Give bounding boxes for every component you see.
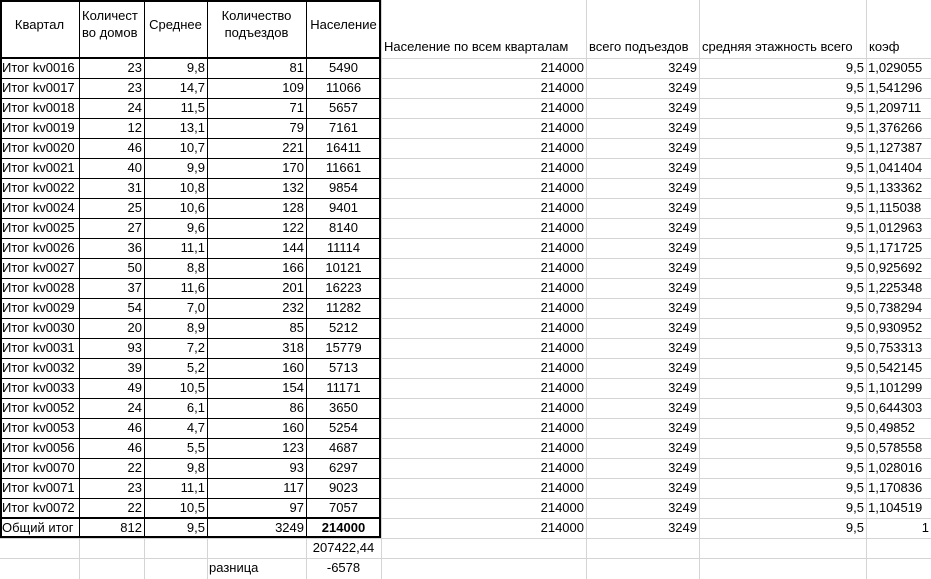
cell-floors[interactable]: 9,5 <box>845 300 864 315</box>
cell-entrall[interactable]: 3249 <box>668 160 697 175</box>
cell-name[interactable]: Итог kv0025 <box>2 220 75 235</box>
cell-houses[interactable]: 24 <box>127 100 142 115</box>
cell-avg[interactable]: 14,7 <box>179 80 205 95</box>
cell-entrall[interactable]: 3249 <box>668 380 697 395</box>
cell-houses[interactable]: 39 <box>127 360 142 375</box>
cell-koef[interactable]: 1,541296 <box>868 80 923 95</box>
cell-popall[interactable]: 214000 <box>540 60 584 75</box>
cell-entr[interactable]: 71 <box>289 100 304 115</box>
table-row-line <box>0 118 381 119</box>
header-pop_all[interactable]: Население по всем кварталам <box>384 39 569 54</box>
cell-koef[interactable]: 1,209711 <box>868 100 922 115</box>
cell-entr[interactable]: 154 <box>282 380 304 395</box>
table-row-line <box>0 418 381 419</box>
cell-popall[interactable]: 214000 <box>540 360 584 375</box>
cell-houses[interactable]: 36 <box>127 240 142 255</box>
cell-koef[interactable]: 1,171725 <box>868 240 923 255</box>
cell-floors[interactable]: 9,5 <box>845 100 864 115</box>
table-row-line <box>0 458 381 459</box>
cell-avg[interactable]: 11,5 <box>180 100 205 115</box>
cell-entr[interactable]: 79 <box>289 120 304 135</box>
cell-entr[interactable]: 122 <box>282 220 304 235</box>
cell-entrall[interactable]: 3249 <box>668 360 697 375</box>
header-avg[interactable]: Среднее <box>149 17 202 32</box>
total-name[interactable]: Общий итог <box>2 520 74 535</box>
cell-pop[interactable]: 4687 <box>329 440 358 455</box>
cell-entr[interactable]: 123 <box>282 440 304 455</box>
cell-entr[interactable]: 109 <box>282 80 304 95</box>
cell-popall[interactable]: 214000 <box>540 480 584 495</box>
cell-name[interactable]: Итог kv0028 <box>2 280 75 295</box>
cell-avg[interactable]: 8,9 <box>186 320 205 335</box>
cell-name[interactable]: Итог kv0019 <box>2 120 75 135</box>
cell-pop[interactable]: 5254 <box>329 420 358 435</box>
cell-popall[interactable]: 214000 <box>540 200 584 215</box>
cell-floors[interactable]: 9,5 <box>845 80 864 95</box>
table-total-line <box>0 517 381 519</box>
cell-popall[interactable]: 214000 <box>540 320 584 335</box>
cell-koef[interactable]: 0,578558 <box>868 440 923 455</box>
cell-pop[interactable]: 15779 <box>325 340 362 355</box>
cell-houses[interactable]: 24 <box>127 400 142 415</box>
cell-koef[interactable]: 0,644303 <box>868 400 923 415</box>
cell-entr[interactable]: 160 <box>282 360 304 375</box>
cell-popall[interactable]: 214000 <box>540 180 584 195</box>
cell-popall[interactable]: 214000 <box>540 340 584 355</box>
cell-koef[interactable]: 0,930952 <box>868 320 923 335</box>
cell-name[interactable]: Итог kv0071 <box>2 480 75 495</box>
gridline-horizontal <box>0 558 931 559</box>
cell-entrall[interactable]: 3249 <box>668 180 697 195</box>
extra-value[interactable]: 207422,44 <box>312 540 375 555</box>
diff-label[interactable]: разница <box>209 560 259 575</box>
cell-name[interactable]: Итог kv0070 <box>2 460 75 475</box>
cell-koef[interactable]: 1,133362 <box>868 180 923 195</box>
cell-popall[interactable]: 214000 <box>540 140 584 155</box>
total-houses[interactable]: 812 <box>120 520 142 535</box>
cell-houses[interactable]: 46 <box>127 420 142 435</box>
cell-houses[interactable]: 93 <box>127 340 142 355</box>
table-row-line <box>0 238 381 239</box>
cell-pop[interactable]: 11282 <box>325 300 362 315</box>
cell-koef[interactable]: 1,104519 <box>868 500 923 515</box>
cell-houses[interactable]: 54 <box>127 300 142 315</box>
cell-entr[interactable]: 128 <box>282 200 304 215</box>
cell-popall[interactable]: 214000 <box>540 300 584 315</box>
diff-value[interactable]: -6578 <box>326 560 361 575</box>
cell-koef[interactable]: 1,225348 <box>868 280 923 295</box>
cell-houses[interactable]: 12 <box>127 120 142 135</box>
cell-entr[interactable]: 170 <box>282 160 304 175</box>
cell-floors[interactable]: 9,5 <box>845 60 864 75</box>
cell-pop[interactable]: 11661 <box>325 160 362 175</box>
table-row-line <box>0 278 381 279</box>
cell-popall[interactable]: 214000 <box>540 260 584 275</box>
header-avg_floors[interactable]: средняя этажность всего <box>702 39 853 54</box>
cell-entrall[interactable]: 3249 <box>668 500 697 515</box>
cell-popall[interactable]: 214000 <box>540 80 584 95</box>
cell-floors[interactable]: 9,5 <box>845 120 864 135</box>
cell-koef[interactable]: 1,041404 <box>868 160 923 175</box>
table-row-line <box>0 198 381 199</box>
cell-entr[interactable]: 318 <box>282 340 304 355</box>
cell-koef[interactable]: 1,028016 <box>868 460 923 475</box>
cell-avg[interactable]: 5,5 <box>186 440 205 455</box>
cell-pop[interactable]: 10121 <box>325 260 362 275</box>
cell-name[interactable]: Итог kv0053 <box>2 420 75 435</box>
cell-avg[interactable]: 10,5 <box>179 500 205 515</box>
total-floors[interactable]: 9,5 <box>845 520 864 535</box>
cell-koef[interactable]: 0,753313 <box>868 340 923 355</box>
cell-floors[interactable]: 9,5 <box>845 140 864 155</box>
cell-entr[interactable]: 86 <box>289 400 304 415</box>
cell-pop[interactable]: 5212 <box>329 320 358 335</box>
cell-pop[interactable]: 5490 <box>329 60 358 75</box>
cell-floors[interactable]: 9,5 <box>845 460 864 475</box>
cell-entr[interactable]: 221 <box>282 140 304 155</box>
cell-avg[interactable]: 7,2 <box>186 340 205 355</box>
cell-name[interactable]: Итог kv0021 <box>2 160 75 175</box>
cell-name[interactable]: Итог kv0022 <box>2 180 75 195</box>
cell-entr[interactable]: 93 <box>289 460 304 475</box>
cell-houses[interactable]: 20 <box>127 320 142 335</box>
cell-houses[interactable]: 23 <box>127 60 142 75</box>
cell-floors[interactable]: 9,5 <box>845 320 864 335</box>
cell-popall[interactable]: 214000 <box>540 440 584 455</box>
cell-houses[interactable]: 23 <box>127 80 142 95</box>
cell-entrall[interactable]: 3249 <box>668 400 697 415</box>
cell-pop[interactable]: 5713 <box>329 360 358 375</box>
cell-floors[interactable]: 9,5 <box>845 480 864 495</box>
header-entr_all[interactable]: всего подъездов <box>589 39 689 54</box>
cell-name[interactable]: Итог kv0033 <box>2 380 75 395</box>
cell-name[interactable]: Итог kv0029 <box>2 300 75 315</box>
cell-floors[interactable]: 9,5 <box>845 400 864 415</box>
cell-pop[interactable]: 16223 <box>325 280 362 295</box>
table-row-line <box>0 78 381 79</box>
cell-pop[interactable]: 9023 <box>329 480 358 495</box>
total-koef[interactable]: 1 <box>921 520 929 535</box>
cell-name[interactable]: Итог kv0020 <box>2 140 75 155</box>
cell-houses[interactable]: 27 <box>127 220 142 235</box>
table-row-line <box>0 338 381 339</box>
table-row-line <box>0 298 381 299</box>
cell-name[interactable]: Итог kv0052 <box>2 400 75 415</box>
cell-entrall[interactable]: 3249 <box>668 100 697 115</box>
cell-avg[interactable]: 9,8 <box>186 460 205 475</box>
cell-entr[interactable]: 232 <box>282 300 304 315</box>
cell-popall[interactable]: 214000 <box>540 420 584 435</box>
cell-name[interactable]: Итог kv0016 <box>2 60 75 75</box>
cell-pop[interactable]: 11114 <box>326 240 361 255</box>
cell-floors[interactable]: 9,5 <box>845 160 864 175</box>
table-row-line <box>0 218 381 219</box>
cell-entrall[interactable]: 3249 <box>668 60 697 75</box>
cell-avg[interactable]: 10,5 <box>179 380 205 395</box>
table-row-line <box>0 398 381 399</box>
cell-avg[interactable]: 9,8 <box>186 60 205 75</box>
cell-pop[interactable]: 8140 <box>329 220 358 235</box>
cell-houses[interactable]: 22 <box>127 460 142 475</box>
table-row-line <box>0 258 381 259</box>
cell-entr[interactable]: 132 <box>282 180 304 195</box>
cell-koef[interactable]: 1,376266 <box>868 120 923 135</box>
cell-houses[interactable]: 37 <box>127 280 142 295</box>
total-pop[interactable]: 214000 <box>321 520 366 535</box>
cell-entr[interactable]: 144 <box>282 240 304 255</box>
cell-floors[interactable]: 9,5 <box>845 360 864 375</box>
cell-avg[interactable]: 11,1 <box>180 240 205 255</box>
header-kvartal[interactable]: Квартал <box>14 17 65 32</box>
table-header-underline <box>0 57 381 59</box>
cell-houses[interactable]: 46 <box>127 140 142 155</box>
cell-name[interactable]: Итог kv0027 <box>2 260 75 275</box>
cell-floors[interactable]: 9,5 <box>845 180 864 195</box>
cell-popall[interactable]: 214000 <box>540 460 584 475</box>
table-row-line <box>0 98 381 99</box>
cell-koef[interactable]: 0,49852 <box>868 420 915 435</box>
cell-popall[interactable]: 214000 <box>540 280 584 295</box>
cell-pop[interactable]: 11171 <box>326 380 361 395</box>
cell-name[interactable]: Итог kv0031 <box>2 340 75 355</box>
cell-koef[interactable]: 0,925692 <box>868 260 923 275</box>
cell-houses[interactable]: 31 <box>127 180 142 195</box>
total-popall[interactable]: 214000 <box>540 520 584 535</box>
cell-entr[interactable]: 201 <box>282 280 304 295</box>
cell-houses[interactable]: 46 <box>127 440 142 455</box>
total-entr[interactable]: 3249 <box>275 520 304 535</box>
cell-floors[interactable]: 9,5 <box>845 380 864 395</box>
table-row-line <box>0 178 381 179</box>
table-row-line <box>0 318 381 319</box>
cell-avg[interactable]: 10,6 <box>179 200 205 215</box>
cell-popall[interactable]: 214000 <box>540 400 584 415</box>
cell-entr[interactable]: 117 <box>283 480 304 495</box>
cell-entrall[interactable]: 3249 <box>668 320 697 335</box>
cell-pop[interactable]: 9854 <box>329 180 358 195</box>
cell-floors[interactable]: 9,5 <box>845 240 864 255</box>
cell-name[interactable]: Итог kv0056 <box>2 440 75 455</box>
cell-floors[interactable]: 9,5 <box>845 200 864 215</box>
table-row-line <box>0 158 381 159</box>
cell-entrall[interactable]: 3249 <box>668 260 697 275</box>
table-row-line <box>0 438 381 439</box>
cell-avg[interactable]: 11,1 <box>180 480 205 495</box>
cell-avg[interactable]: 13,1 <box>179 120 205 135</box>
cell-koef[interactable]: 1,127387 <box>868 140 923 155</box>
cell-popall[interactable]: 214000 <box>540 160 584 175</box>
cell-popall[interactable]: 214000 <box>540 380 584 395</box>
cell-pop[interactable]: 5657 <box>329 100 358 115</box>
cell-avg[interactable]: 4,7 <box>186 420 205 435</box>
cell-entrall[interactable]: 3249 <box>668 420 697 435</box>
cell-floors[interactable]: 9,5 <box>845 420 864 435</box>
header-houses[interactable]: Количество домов <box>82 8 138 40</box>
cell-koef[interactable]: 1,012963 <box>868 220 923 235</box>
cell-popall[interactable]: 214000 <box>540 240 584 255</box>
cell-koef[interactable]: 1,115038 <box>868 200 922 215</box>
cell-pop[interactable]: 7057 <box>329 500 358 515</box>
header-koef[interactable]: коэф <box>869 39 900 54</box>
cell-koef[interactable]: 1,170836 <box>868 480 923 495</box>
cell-entrall[interactable]: 3249 <box>668 240 697 255</box>
cell-entrall[interactable]: 3249 <box>668 120 697 135</box>
gridline-horizontal <box>0 538 931 539</box>
cell-avg[interactable]: 8,8 <box>186 260 205 275</box>
cell-entrall[interactable]: 3249 <box>668 280 697 295</box>
cell-houses[interactable]: 50 <box>127 260 142 275</box>
cell-avg[interactable]: 7,0 <box>186 300 205 315</box>
cell-popall[interactable]: 214000 <box>540 100 584 115</box>
cell-entr[interactable]: 97 <box>289 500 304 515</box>
cell-avg[interactable]: 10,8 <box>179 180 205 195</box>
total-avg[interactable]: 9,5 <box>186 520 205 535</box>
cell-koef[interactable]: 1,101299 <box>868 380 923 395</box>
cell-floors[interactable]: 9,5 <box>845 220 864 235</box>
total-entrall[interactable]: 3249 <box>668 520 697 535</box>
cell-koef[interactable]: 0,542145 <box>868 360 923 375</box>
cell-pop[interactable]: 6297 <box>329 460 358 475</box>
cell-entrall[interactable]: 3249 <box>668 440 697 455</box>
cell-houses[interactable]: 49 <box>127 380 142 395</box>
cell-houses[interactable]: 22 <box>127 500 142 515</box>
cell-name[interactable]: Итог kv0017 <box>2 80 75 95</box>
cell-entr[interactable]: 81 <box>289 60 304 75</box>
cell-floors[interactable]: 9,5 <box>845 280 864 295</box>
cell-entrall[interactable]: 3249 <box>668 80 697 95</box>
cell-entr[interactable]: 160 <box>282 420 304 435</box>
cell-avg[interactable]: 11,6 <box>180 280 205 295</box>
header-entrances[interactable]: Количество подъездов <box>221 8 292 40</box>
cell-houses[interactable]: 40 <box>127 160 142 175</box>
cell-houses[interactable]: 23 <box>127 480 142 495</box>
cell-entr[interactable]: 166 <box>282 260 304 275</box>
cell-floors[interactable]: 9,5 <box>845 260 864 275</box>
cell-name[interactable]: Итог kv0032 <box>2 360 75 375</box>
cell-floors[interactable]: 9,5 <box>845 440 864 455</box>
cell-entr[interactable]: 85 <box>289 320 304 335</box>
table-row-line <box>0 358 381 359</box>
cell-pop[interactable]: 3650 <box>329 400 358 415</box>
cell-floors[interactable]: 9,5 <box>845 340 864 355</box>
cell-pop[interactable]: 9401 <box>329 200 358 215</box>
cell-popall[interactable]: 214000 <box>540 120 584 135</box>
cell-entrall[interactable]: 3249 <box>668 140 697 155</box>
cell-avg[interactable]: 5,2 <box>186 360 205 375</box>
cell-name[interactable]: Итог kv0024 <box>2 200 75 215</box>
cell-pop[interactable]: 16411 <box>325 140 362 155</box>
cell-popall[interactable]: 214000 <box>540 220 584 235</box>
cell-floors[interactable]: 9,5 <box>845 500 864 515</box>
table-row-line <box>0 378 381 379</box>
cell-pop[interactable]: 11066 <box>325 80 362 95</box>
header-population[interactable]: Население <box>310 17 377 32</box>
cell-popall[interactable]: 214000 <box>540 500 584 515</box>
cell-koef[interactable]: 0,738294 <box>868 300 923 315</box>
table-row-line <box>0 498 381 499</box>
cell-pop[interactable]: 7161 <box>329 120 358 135</box>
table-row-line <box>0 478 381 479</box>
cell-entrall[interactable]: 3249 <box>668 300 697 315</box>
cell-name[interactable]: Итог kv0026 <box>2 240 75 255</box>
cell-entrall[interactable]: 3249 <box>668 200 697 215</box>
cell-avg[interactable]: 6,1 <box>186 400 205 415</box>
table-row-line <box>0 138 381 139</box>
cell-entrall[interactable]: 3249 <box>668 340 697 355</box>
cell-avg[interactable]: 9,9 <box>186 160 205 175</box>
cell-entrall[interactable]: 3249 <box>668 460 697 475</box>
cell-name[interactable]: Итог kv0072 <box>2 500 75 515</box>
cell-entrall[interactable]: 3249 <box>668 480 697 495</box>
cell-houses[interactable]: 25 <box>127 200 142 215</box>
cell-entrall[interactable]: 3249 <box>668 220 697 235</box>
cell-avg[interactable]: 10,7 <box>179 140 205 155</box>
cell-name[interactable]: Итог kv0030 <box>2 320 75 335</box>
cell-avg[interactable]: 9,6 <box>186 220 205 235</box>
cell-name[interactable]: Итог kv0018 <box>2 100 75 115</box>
cell-koef[interactable]: 1,029055 <box>868 60 923 75</box>
